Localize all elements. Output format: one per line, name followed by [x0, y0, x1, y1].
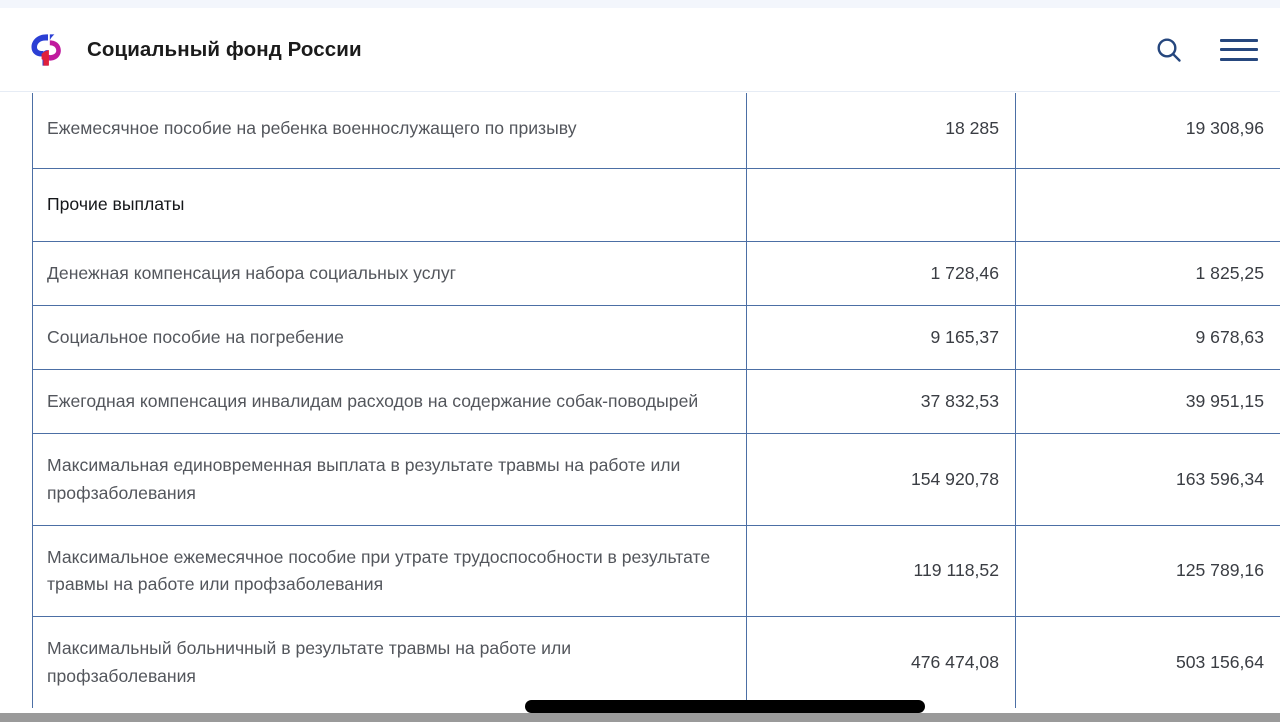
table-row	[33, 525, 1280, 617]
rates-table-scroll-region[interactable]	[0, 93, 1280, 713]
table-row	[33, 434, 1280, 526]
table-row	[33, 241, 1280, 305]
row-value-current: 476 474,08	[747, 617, 1016, 708]
horizontal-scrollbar[interactable]	[0, 713, 1280, 726]
row-value-current: 9 165,37	[747, 305, 1016, 369]
hamburger-bar-3	[1220, 58, 1258, 61]
hamburger-menu-icon[interactable]	[1220, 39, 1258, 61]
rates-table	[32, 93, 1280, 708]
row-value-current: 18 285	[747, 93, 1016, 169]
header-actions	[1154, 35, 1258, 65]
row-label: Денежная компенсация набора социальных услуг	[33, 241, 747, 305]
row-label: Максимальная единовременная выплата в результате травмы на работе или профзаболевания	[33, 434, 747, 526]
row-value-current: 154 920,78	[747, 434, 1016, 526]
black-redaction-bar	[525, 700, 925, 713]
row-value-current: 1 728,46	[747, 241, 1016, 305]
row-value-next: 503 156,64	[1016, 617, 1280, 708]
row-value-next: 19 308,96	[1016, 93, 1280, 169]
sfr-logo-icon	[26, 28, 70, 72]
table-row	[33, 169, 1280, 241]
row-label: Ежегодная компенсация инвалидам расходов на содержание собак-поводырей	[33, 370, 747, 434]
brand-link[interactable]	[26, 28, 362, 72]
row-label: Социальное пособие на погребение	[33, 305, 747, 369]
row-label: Ежемесячное пособие на ребенка военнослужащего по призыву	[33, 93, 747, 169]
row-label: Прочие выплаты	[33, 169, 747, 241]
table-row	[33, 93, 1280, 169]
scrollbar-track[interactable]	[0, 713, 1280, 722]
row-label: Максимальное ежемесячное пособие при утрате трудоспособности в результате травмы на работе или профзаболевания	[33, 525, 747, 617]
row-value-next: 125 789,16	[1016, 525, 1280, 617]
row-value-next	[1016, 169, 1280, 241]
search-glyph	[1154, 35, 1184, 65]
site-header	[0, 8, 1280, 92]
rates-table-body	[33, 93, 1280, 708]
row-value-next: 1 825,25	[1016, 241, 1280, 305]
row-value-next: 9 678,63	[1016, 305, 1280, 369]
table-row	[33, 370, 1280, 434]
table-row	[33, 305, 1280, 369]
hamburger-bar-2	[1220, 48, 1258, 51]
row-value-current	[747, 169, 1016, 241]
search-icon[interactable]	[1154, 35, 1184, 65]
table-row	[33, 617, 1280, 708]
row-value-current: 37 832,53	[747, 370, 1016, 434]
row-value-next: 39 951,15	[1016, 370, 1280, 434]
row-label: Максимальный больничный в результате травмы на работе или профзаболевания	[33, 617, 747, 708]
row-value-current: 119 118,52	[747, 525, 1016, 617]
brand-title: Социальный фонд России	[87, 37, 362, 61]
top-strip	[0, 0, 1280, 8]
row-value-next: 163 596,34	[1016, 434, 1280, 526]
hamburger-bar-1	[1220, 39, 1258, 42]
